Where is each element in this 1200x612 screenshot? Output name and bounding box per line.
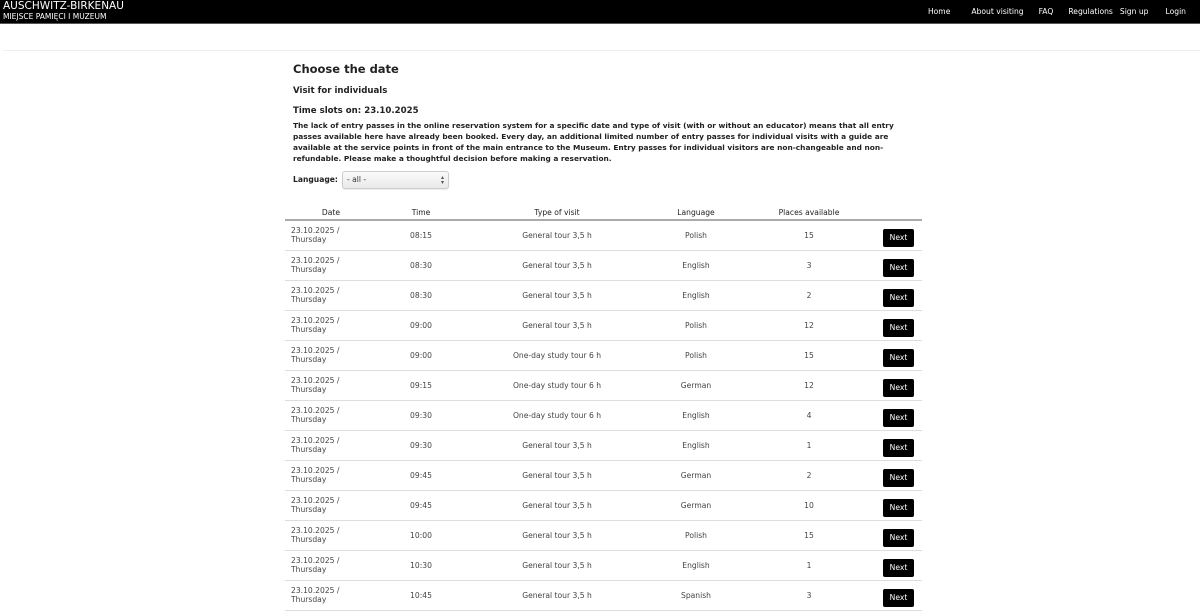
cell-date: 23.10.2025 / Thursday	[285, 370, 377, 400]
col-places-available: Places available	[743, 205, 875, 220]
cell-date: 23.10.2025 / Thursday	[285, 340, 377, 370]
table-row	[285, 520, 922, 550]
nav-sign-up[interactable]: Sign up	[1119, 6, 1149, 16]
cell-time: 10:30	[377, 550, 465, 580]
cell-language: German	[649, 490, 743, 520]
cell-type: General tour 3,5 h	[465, 430, 649, 460]
cell-language: Spanish	[649, 580, 743, 610]
cell-type: General tour 3,5 h	[465, 250, 649, 280]
cell-time: 10:45	[377, 580, 465, 610]
next-button[interactable]: Next	[883, 409, 914, 427]
cell-language: English	[649, 430, 743, 460]
cell-time: 08:30	[377, 280, 465, 310]
cell-time: 09:45	[377, 460, 465, 490]
table-row	[285, 400, 922, 430]
language-label: Language:	[293, 175, 338, 185]
cell-action	[875, 340, 922, 370]
visit-type-heading: Visit for individuals	[293, 86, 388, 96]
cell-language: English	[649, 280, 743, 310]
nav-home[interactable]: Home	[927, 6, 951, 16]
table-row	[285, 310, 922, 340]
nav-regulations[interactable]: Regulations	[1068, 6, 1113, 16]
cell-type: General tour 3,5 h	[465, 460, 649, 490]
cell-type: General tour 3,5 h	[465, 280, 649, 310]
cell-action	[875, 460, 922, 490]
table-row	[285, 370, 922, 400]
site-logo[interactable]	[3, 0, 124, 22]
cell-language: Polish	[649, 310, 743, 340]
cell-places: 1	[743, 430, 875, 460]
col-time: Time	[377, 205, 465, 220]
timeslots-table	[285, 205, 922, 611]
cell-time: 09:45	[377, 490, 465, 520]
cell-places: 15	[743, 220, 875, 250]
cell-action	[875, 580, 922, 610]
cell-type: One-day study tour 6 h	[465, 400, 649, 430]
top-navbar	[0, 0, 1200, 24]
cell-language: Polish	[649, 340, 743, 370]
cell-action	[875, 220, 922, 250]
cell-places: 12	[743, 370, 875, 400]
table-row	[285, 460, 922, 490]
cell-date: 23.10.2025 / Thursday	[285, 550, 377, 580]
nav-about-visiting[interactable]: About visiting	[971, 6, 1024, 16]
cell-language: English	[649, 550, 743, 580]
cell-type: General tour 3,5 h	[465, 580, 649, 610]
reservation-notice: The lack of entry passes in the online reservation system for a specific date and type of visit (with or without an educator) means that all entry passes available here have already been booked. Every day, an additional limited number of entry passes for individual visits with a guide are available at the service points in front of the main entrance to the Museum. Entry passes for individual visitors are non-changeable and non-refundable. Please make a thoughtful decision before making a reservation.	[293, 121, 894, 163]
cell-type: General tour 3,5 h	[465, 550, 649, 580]
cell-type: One-day study tour 6 h	[465, 370, 649, 400]
cell-places: 4	[743, 400, 875, 430]
cell-type: General tour 3,5 h	[465, 490, 649, 520]
cell-action	[875, 310, 922, 340]
table-body	[285, 220, 922, 610]
cell-time: 10:00	[377, 520, 465, 550]
page-title: Choose the date	[293, 62, 399, 76]
cell-type: One-day study tour 6 h	[465, 340, 649, 370]
language-select-value: - all -	[346, 175, 367, 185]
cell-language: German	[649, 460, 743, 490]
cell-places: 15	[743, 520, 875, 550]
table-header-row	[285, 205, 922, 220]
cell-date: 23.10.2025 / Thursday	[285, 250, 377, 280]
cell-date: 23.10.2025 / Thursday	[285, 280, 377, 310]
language-select[interactable]	[342, 171, 449, 189]
divider	[3, 50, 1200, 51]
cell-type: General tour 3,5 h	[465, 220, 649, 250]
next-button[interactable]: Next	[883, 379, 914, 397]
table-row	[285, 250, 922, 280]
nav-login[interactable]: Login	[1165, 6, 1186, 16]
next-button[interactable]: Next	[883, 289, 914, 307]
cell-language: Polish	[649, 520, 743, 550]
cell-action	[875, 250, 922, 280]
col-type-of-visit: Type of visit	[465, 205, 649, 220]
next-button[interactable]: Next	[883, 559, 914, 577]
cell-date: 23.10.2025 / Thursday	[285, 400, 377, 430]
table-row	[285, 220, 922, 250]
cell-action	[875, 490, 922, 520]
cell-places: 15	[743, 340, 875, 370]
cell-time: 09:30	[377, 400, 465, 430]
cell-date: 23.10.2025 / Thursday	[285, 460, 377, 490]
language-filter	[293, 171, 923, 189]
next-button[interactable]: Next	[883, 439, 914, 457]
next-button[interactable]: Next	[883, 499, 914, 517]
cell-language: German	[649, 370, 743, 400]
cell-date: 23.10.2025 / Thursday	[285, 490, 377, 520]
cell-places: 2	[743, 460, 875, 490]
timeslots-heading: Time slots on: 23.10.2025	[293, 106, 419, 116]
logo-title: AUSCHWITZ-BIRKENAU	[3, 0, 124, 12]
cell-time: 08:15	[377, 220, 465, 250]
cell-places: 10	[743, 490, 875, 520]
col-date: Date	[285, 205, 377, 220]
cell-places: 2	[743, 280, 875, 310]
table-row	[285, 280, 922, 310]
cell-places: 3	[743, 250, 875, 280]
nav-faq[interactable]: FAQ	[1038, 6, 1054, 16]
cell-time: 09:15	[377, 370, 465, 400]
cell-places: 1	[743, 550, 875, 580]
cell-action	[875, 430, 922, 460]
col-language: Language	[649, 205, 743, 220]
table-row	[285, 550, 922, 580]
table-row	[285, 580, 922, 610]
table-row	[285, 430, 922, 460]
cell-action	[875, 550, 922, 580]
cell-time: 08:30	[377, 250, 465, 280]
cell-date: 23.10.2025 / Thursday	[285, 520, 377, 550]
next-button[interactable]: Next	[883, 469, 914, 487]
cell-action	[875, 400, 922, 430]
table-row	[285, 490, 922, 520]
next-button[interactable]: Next	[883, 259, 914, 277]
cell-date: 23.10.2025 / Thursday	[285, 220, 377, 250]
cell-date: 23.10.2025 / Thursday	[285, 430, 377, 460]
cell-time: 09:00	[377, 340, 465, 370]
cell-date: 23.10.2025 / Thursday	[285, 310, 377, 340]
cell-action	[875, 370, 922, 400]
cell-language: Polish	[649, 220, 743, 250]
table-row	[285, 340, 922, 370]
logo-subtitle: MIEJSCE PAMIĘCI I MUZEUM	[3, 12, 107, 21]
cell-time: 09:30	[377, 430, 465, 460]
cell-action	[875, 520, 922, 550]
next-button[interactable]: Next	[883, 589, 914, 607]
cell-language: English	[649, 400, 743, 430]
next-button[interactable]: Next	[883, 319, 914, 337]
main-nav	[928, 0, 1200, 22]
cell-action	[875, 280, 922, 310]
cell-places: 3	[743, 580, 875, 610]
main-content	[293, 60, 923, 189]
cell-time: 09:00	[377, 310, 465, 340]
col-action	[875, 205, 922, 220]
next-button[interactable]: Next	[883, 529, 914, 547]
next-button[interactable]: Next	[883, 349, 914, 367]
select-arrows-icon: ▴ ▾	[440, 173, 444, 186]
cell-date: 23.10.2025 / Thursday	[285, 580, 377, 610]
cell-type: General tour 3,5 h	[465, 520, 649, 550]
cell-places: 12	[743, 310, 875, 340]
cell-type: General tour 3,5 h	[465, 310, 649, 340]
next-button[interactable]: Next	[883, 229, 914, 247]
cell-language: English	[649, 250, 743, 280]
